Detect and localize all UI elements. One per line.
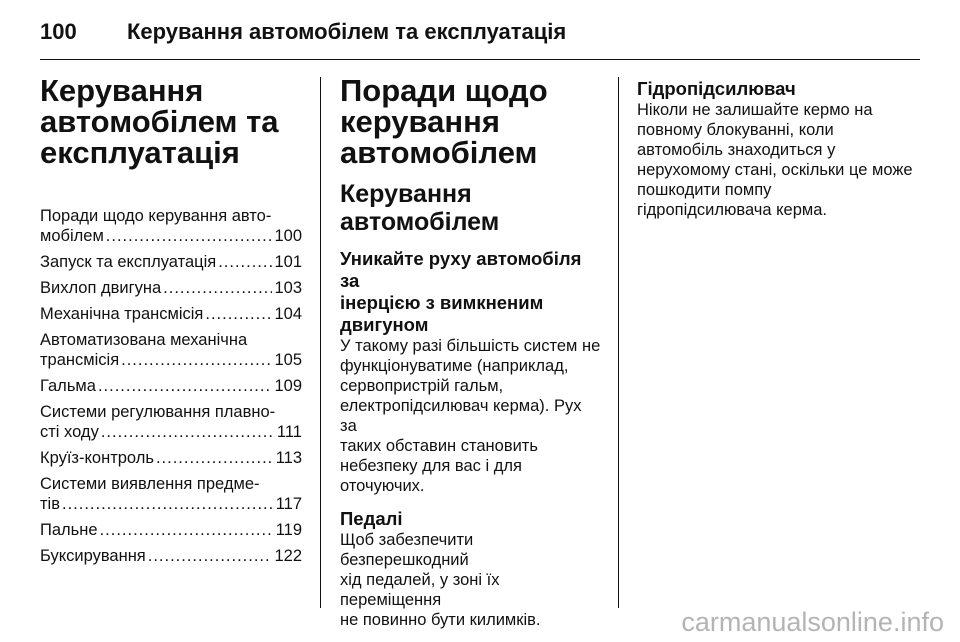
toc-page-number: 103	[274, 279, 302, 297]
column-divider-2	[618, 77, 619, 608]
toc-page-number: 117	[275, 495, 302, 513]
toc-entry[interactable]	[40, 330, 302, 370]
paragraph-line: таких обставин становить	[340, 437, 538, 455]
toc-leader-dots	[218, 252, 272, 272]
toc-entry[interactable]	[40, 402, 302, 442]
power-steering-heading: Гідропідсилювач	[637, 78, 796, 99]
toc-entry[interactable]	[40, 278, 302, 298]
toc-entry-title: трансмісія	[40, 351, 120, 369]
paragraph-line: електропідсилювач керма). Рух за	[340, 397, 582, 435]
toc-entry[interactable]	[40, 304, 302, 324]
column-power-steering	[637, 75, 920, 220]
header-divider	[40, 59, 920, 60]
power-steering-paragraph	[637, 100, 920, 220]
toc-leader-dots	[98, 376, 273, 396]
toc-leader-dots	[121, 350, 272, 370]
toc-entry[interactable]	[40, 474, 302, 514]
toc-page-number: 105	[274, 351, 302, 369]
heading-line: Уникайте руху автомобіля за	[340, 248, 582, 291]
toc-page-number: 101	[274, 253, 302, 271]
toc-entry-final-line	[40, 304, 302, 324]
coasting-paragraph	[340, 336, 602, 496]
toc-entry-title: Буксирування	[40, 547, 146, 565]
chapter-title-line: Керування	[40, 73, 204, 108]
paragraph-line: пошкодити помпу	[637, 181, 772, 199]
toc-entry-title: Механічна трансмісія	[40, 305, 204, 323]
toc-leader-dots	[62, 494, 274, 514]
paragraph-line: функціонуватиме (наприклад,	[340, 357, 569, 375]
toc-entry-title: тів	[40, 495, 60, 513]
toc-entry-title: сті ходу	[40, 423, 99, 441]
chapter-title	[40, 75, 302, 168]
toc-entry[interactable]	[40, 448, 302, 468]
chapter-title-line: експлуатація	[40, 135, 240, 170]
toc-entry-final-line	[40, 226, 302, 246]
toc-entry-line: Системи виявлення предме-	[40, 475, 260, 493]
toc-entry-final-line	[40, 520, 302, 540]
paragraph-line: хід педалей, у зоні їх переміщення	[340, 571, 500, 609]
subsection-heading: Керування автомобілем	[340, 180, 500, 236]
toc-entry-final-line	[40, 376, 302, 396]
toc-entry-title: Запуск та експлуатація	[40, 253, 217, 271]
paragraph-line: не повинно бути килимків.	[340, 611, 541, 629]
toc-entry-title: Гальма	[40, 377, 96, 395]
toc-entry[interactable]	[40, 252, 302, 272]
paragraph-line: Щоб забезпечити безперешкодний	[340, 531, 474, 569]
watermark: carmanualsonline.info	[681, 607, 944, 637]
toc-entry[interactable]	[40, 520, 302, 540]
toc-entry-title: Круїз-контроль	[40, 449, 154, 467]
toc-entry-final-line	[40, 448, 302, 468]
toc-leader-dots	[100, 520, 274, 540]
toc-entry-final-line	[40, 252, 302, 272]
column-driving-tips	[340, 75, 602, 630]
column-divider-1	[320, 77, 321, 608]
toc-entry-line: Автоматизована механічна	[40, 331, 248, 349]
toc-entry[interactable]	[40, 206, 302, 246]
table-of-contents	[40, 206, 302, 566]
toc-entry-final-line	[40, 350, 302, 370]
toc-entry-final-line	[40, 494, 302, 514]
paragraph-line: гідропідсилювача керма.	[637, 201, 827, 219]
paragraph-line: У такому разі більшість систем не	[340, 337, 601, 355]
toc-entry[interactable]	[40, 546, 302, 566]
toc-entry-line: Поради щодо керування авто-	[40, 207, 272, 225]
section-title-line: керування	[340, 104, 500, 139]
toc-leader-dots	[156, 448, 274, 468]
running-title: Керування автомобілем та експлуатація	[127, 19, 567, 44]
toc-leader-dots	[106, 226, 273, 246]
toc-entry-title: Вихлоп двигуна	[40, 279, 162, 297]
pedals-heading: Педалі	[340, 508, 403, 529]
coasting-heading	[340, 248, 602, 336]
heading-line: інерцією з вимкненим	[340, 292, 544, 313]
toc-leader-dots	[163, 278, 272, 298]
toc-page-number: 122	[274, 547, 302, 565]
column-contents	[40, 75, 302, 572]
toc-page-number: 119	[275, 521, 302, 539]
toc-page-number: 113	[275, 449, 302, 467]
toc-leader-dots	[205, 304, 272, 324]
toc-page-number: 111	[276, 423, 302, 441]
toc-entry-line: Системи регулювання плавно-	[40, 403, 276, 421]
toc-entry-final-line	[40, 422, 302, 442]
heading-line: двигуном	[340, 314, 429, 335]
toc-leader-dots	[101, 422, 275, 442]
toc-leader-dots	[148, 546, 273, 566]
toc-entry-final-line	[40, 546, 302, 566]
section-title	[340, 75, 602, 168]
toc-page-number: 104	[274, 305, 302, 323]
paragraph-line: нерухомому стані, оскільки це може	[637, 161, 913, 179]
paragraph-line: повному блокуванні, коли	[637, 121, 834, 139]
toc-entry-final-line	[40, 278, 302, 298]
section-title-line: автомобілем	[340, 135, 538, 170]
pedals-paragraph	[340, 530, 602, 630]
paragraph-line: Ніколи не залишайте кермо на	[637, 101, 873, 119]
page-header	[40, 17, 920, 47]
paragraph-line: сервопристрій гальм,	[340, 377, 504, 395]
section-title-line: Поради щодо	[340, 73, 548, 108]
toc-entry-title: Пальне	[40, 521, 98, 539]
paragraph-line: небезпеку для вас і для оточуючих.	[340, 457, 522, 495]
toc-entry-title: мобілем	[40, 227, 104, 245]
toc-page-number: 100	[274, 227, 302, 245]
toc-page-number: 109	[274, 377, 302, 395]
toc-entry[interactable]	[40, 376, 302, 396]
chapter-title-line: автомобілем та	[40, 104, 279, 139]
page-number: 100	[40, 19, 77, 44]
paragraph-line: автомобіль знаходиться у	[637, 141, 836, 159]
